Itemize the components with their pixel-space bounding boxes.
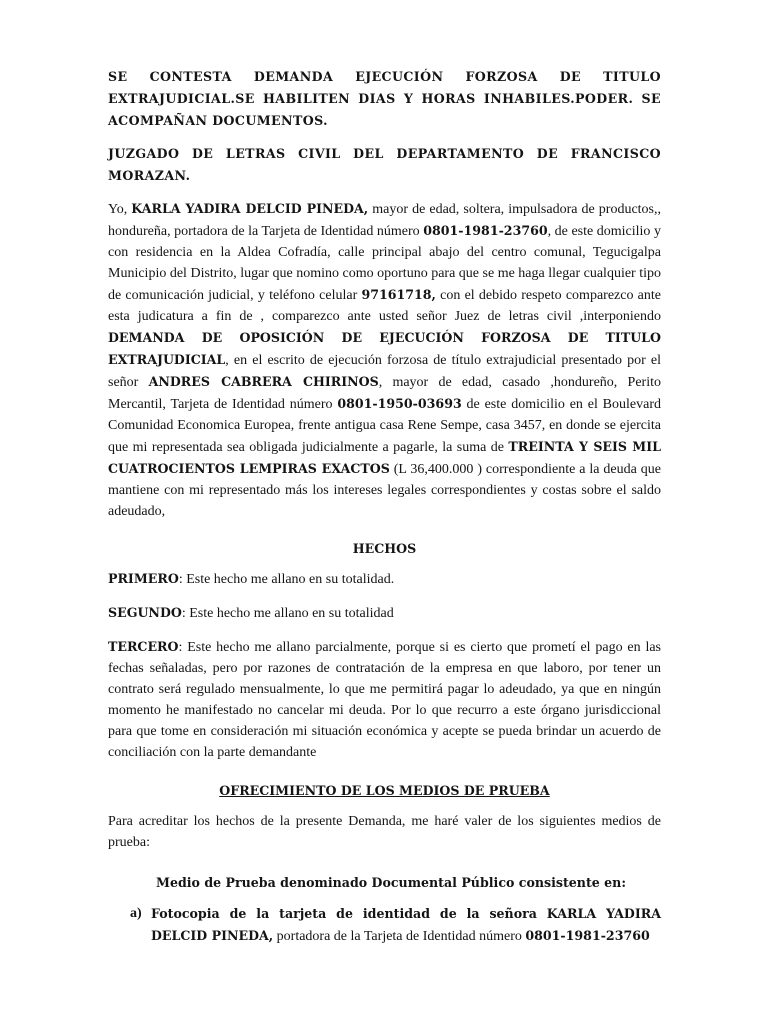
hecho-label: TERCERO [108, 639, 179, 654]
intro-text: mayor de edad, soltera, impulsadora de productos,, hondureña, portadora de la Tarjeta de Identidad número [108, 202, 662, 239]
document-summary-heading: SE CONTESTA DEMANDA EJECUCIÓN FORZOSA DE TITULO EXTRAJUDICIAL.SE HABILITEN DIAS Y HORAS INHABILES.PODER. SE ACOMPAÑAN DOCUMENTOS. [108, 69, 661, 128]
hechos-heading: HECHOS [352, 541, 417, 556]
amount-in-words: TREINTA Y SEIS MIL CUATROCIENTOS LEMPIRAS EXACTOS [108, 439, 661, 476]
identity-number: 0801-1981-23760 [525, 928, 650, 943]
hecho-text: : Este hecho me allano parcialmente, porque si es cierto que prometí el pago en las fechas señaladas, pero por razones de contratación de la empresa en que laboro, por tener un contrato será regulado mensualmente, lo que me permitirá pagar lo adeudado, ya que en ningún momento he manifestado no cancelar mi deuda. Por lo que recurro a este órgano jurisdiccional para que tome en consideración mi situación económica y acepte se pueda brindar un acuerdo de conciliación con la parte demandante [108, 640, 661, 760]
hecho-label: PRIMERO [108, 571, 179, 586]
intro-text: , de este domicilio y con residencia en la Aldea Cofradía, calle principal abajo del centro comunal, Tegucigalpa Municipio del Distrito, lugar que nomino como oportuno para que se me haga llegar cualquier tipo de comunicación judicial, y teléfono celular [108, 224, 661, 303]
ofrecimiento-heading: OFRECIMIENTO DE LOS MEDIOS DE PRUEBA [219, 783, 550, 798]
hecho-text: : Este hecho me allano en su totalidad [181, 606, 394, 621]
phone-number: 97161718, [361, 287, 436, 302]
evidence-item-a [108, 903, 661, 947]
intro-text: , mayor de edad, casado ,hondureño, Perito Mercantil, Tarjeta de Identidad número [108, 375, 661, 412]
hecho-label: SEGUNDO [108, 605, 182, 620]
evidence-text: portadora de la Tarjeta de Identidad número [273, 929, 526, 944]
hecho-segundo [108, 602, 661, 624]
hecho-primero [108, 568, 661, 590]
opposing-identity-number: 0801-1950-03693 [337, 396, 462, 411]
intro-text: , en el escrito de ejecución forzosa de título extrajudicial presentado por el señor [108, 353, 661, 390]
identity-number: 0801-1981-23760 [423, 223, 548, 238]
court-addressee: JUZGADO DE LETRAS CIVIL DEL DEPARTAMENTO DE FRANCISCO MORAZAN. [108, 146, 661, 183]
opposing-party-name: ANDRES CABRERA CHIRINOS [148, 374, 379, 389]
hecho-text: : Este hecho me allano en su totalidad. [178, 572, 395, 587]
medio-prueba-title: Medio de Prueba denominado Documental Público consistente en: [156, 875, 626, 890]
intro-text: (L 36,400.000 ) correspondiente a la deuda que mantiene con mi representado más los intereses legales correspondientes y costas sobre el saldo adeudado, [108, 462, 661, 519]
plaintiff-name: KARLA YADIRA DELCID PINEDA, [131, 201, 369, 216]
evidence-description: Fotocopia de la tarjeta de identidad de la señora KARLA YADIRA DELCID PINEDA, [151, 906, 661, 943]
hecho-tercero [108, 636, 661, 763]
list-marker: a) [130, 906, 142, 921]
intro-text: Yo, [108, 202, 132, 217]
evidence-item-text [151, 903, 661, 947]
ofrecimiento-intro: Para acreditar los hechos de la presente Demanda, me haré valer de los siguientes medios de prueba: [108, 814, 661, 850]
intro-paragraph [108, 198, 661, 522]
demand-type: DEMANDA DE OPOSICIÓN DE EJECUCIÓN FORZOSA DE TITULO EXTRAJUDICIAL [108, 330, 661, 367]
intro-text: de este domicilio en el Boulevard Comunidad Economica Europea, frente antigua casa Rene Sempe, casa 3457, en donde se ejercita que mi representada sea obligada judicialmente a pagarle, la suma de [108, 397, 661, 455]
intro-text: con el debido respeto comparezco ante esta judicatura a fin de , comparezco ante usted señor Juez de letras civil ,interponiendo [108, 288, 661, 324]
document-page [108, 66, 661, 947]
